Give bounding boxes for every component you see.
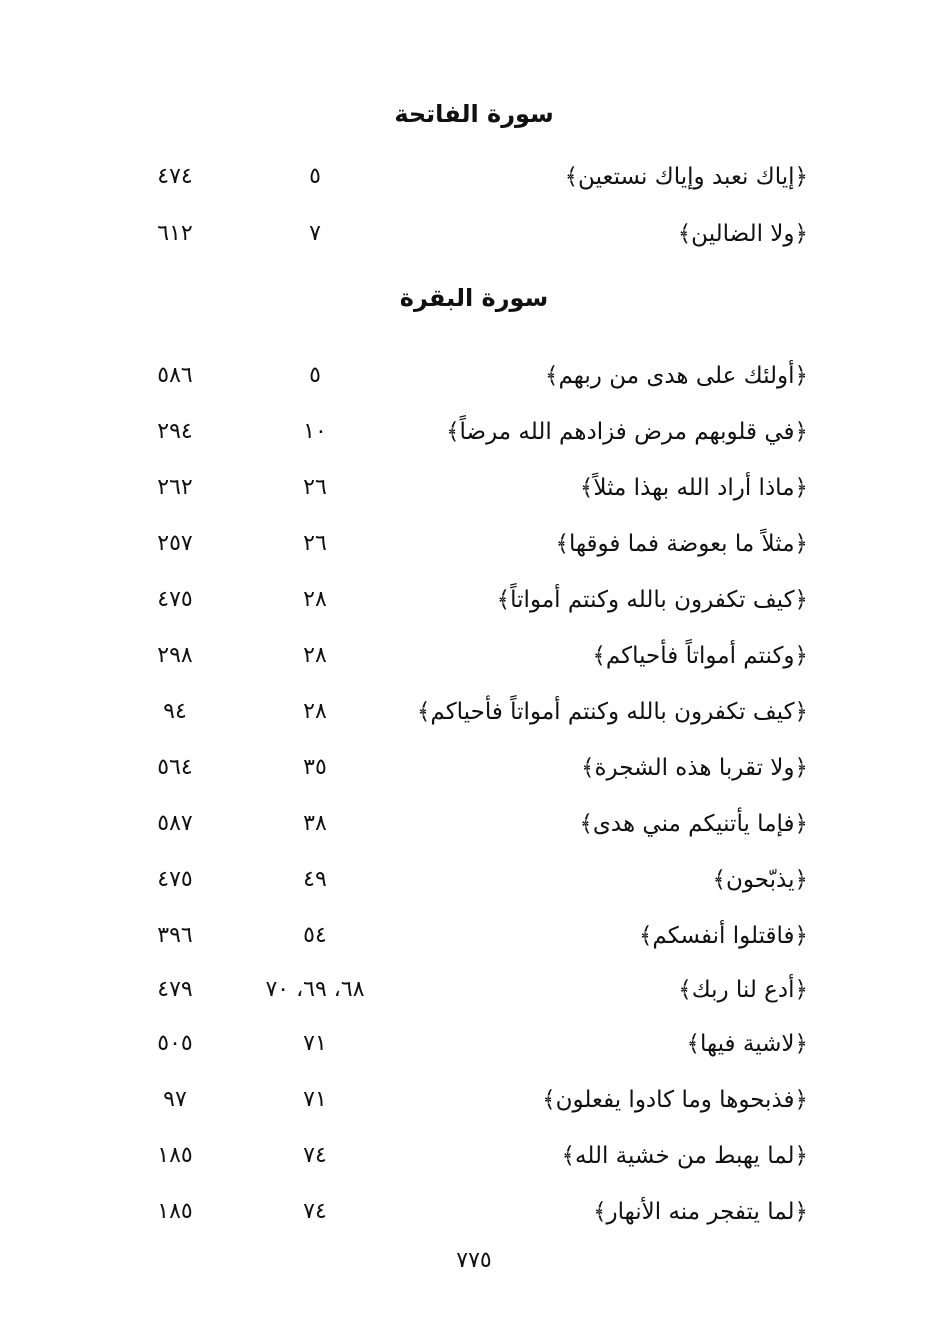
page-reference: ٤٧٩ xyxy=(157,977,193,1002)
page-reference: ١٨٥ xyxy=(157,1143,193,1168)
table-row xyxy=(0,212,948,256)
section-title-al-fatiha: سورة الفاتحة xyxy=(394,100,554,128)
verse-text: ﴿كيف تكفرون بالله وكنتم أمواتاً فأحياكم﴾ xyxy=(416,699,808,725)
page-reference: ٥٨٦ xyxy=(157,363,193,388)
ayah-number: ٣٥ xyxy=(303,755,327,780)
ayah-number: ٥٤ xyxy=(303,923,327,948)
ayah-number: ٧ xyxy=(309,221,321,246)
page-reference: ٥٠٥ xyxy=(157,1031,193,1056)
table-row xyxy=(0,522,948,566)
ayah-number: ٣٨ xyxy=(303,811,327,836)
page-reference: ٤٧٥ xyxy=(157,867,193,892)
table-row xyxy=(0,1190,948,1234)
table-row xyxy=(0,690,948,734)
ayah-number: ٥ xyxy=(309,164,321,189)
verse-text: ﴿لاشية فيها﴾ xyxy=(686,1031,808,1057)
page-number: ٧٧٥ xyxy=(456,1248,492,1273)
table-row xyxy=(0,968,948,1012)
verse-text: ﴿يذبّحون﴾ xyxy=(712,867,808,893)
verse-text: ﴿لما يتفجر منه الأنهار﴾ xyxy=(593,1199,808,1225)
verse-text: ﴿مثلاً ما بعوضة فما فوقها﴾ xyxy=(555,531,808,557)
table-row xyxy=(0,466,948,510)
ayah-number: ٧٤ xyxy=(303,1199,327,1224)
ayah-number: ١٠ xyxy=(303,419,327,444)
ayah-number: ٤٩ xyxy=(303,867,327,892)
section-title-al-baqara: سورة البقرة xyxy=(399,284,549,312)
ayah-number: ٢٨ xyxy=(303,643,327,668)
verse-text: ﴿إياك نعبد وإياك نستعين﴾ xyxy=(564,164,808,190)
ayah-number: ٢٨ xyxy=(303,699,327,724)
table-row xyxy=(0,578,948,622)
page-reference: ٥٦٤ xyxy=(157,755,193,780)
page-reference: ٢٩٤ xyxy=(157,419,193,444)
ayah-number: ٧١ xyxy=(303,1031,327,1056)
table-row xyxy=(0,155,948,199)
page-reference: ٢٦٢ xyxy=(157,475,193,500)
page-reference: ٩٧ xyxy=(163,1087,187,1112)
page-reference: ٥٨٧ xyxy=(157,811,193,836)
page-reference: ٤٧٥ xyxy=(157,587,193,612)
verse-text: ﴿ماذا أراد الله بهذا مثلاً﴾ xyxy=(579,475,808,501)
table-row xyxy=(0,1134,948,1178)
ayah-number: ٧٤ xyxy=(303,1143,327,1168)
page-reference: ٤٧٤ xyxy=(157,164,193,189)
page-reference: ٦١٢ xyxy=(157,221,193,246)
verse-text: ﴿ولا الضالين﴾ xyxy=(677,221,808,247)
page-reference: ٢٩٨ xyxy=(157,643,193,668)
table-row xyxy=(0,410,948,454)
verse-text: ﴿فإما يأتنيكم مني هدى﴾ xyxy=(579,811,808,837)
verse-text: ﴿كيف تكفرون بالله وكنتم أمواتاً﴾ xyxy=(496,587,808,613)
ayah-number: ٦٨، ٦٩، ٧٠ xyxy=(265,977,365,1002)
verse-text: ﴿في قلوبهم مرض فزادهم الله مرضاً﴾ xyxy=(446,419,808,445)
ayah-number: ٢٦ xyxy=(303,531,327,556)
table-row xyxy=(0,634,948,678)
verse-text: ﴿ولا تقربا هذه الشجرة﴾ xyxy=(580,755,808,781)
ayah-number: ٧١ xyxy=(303,1087,327,1112)
verse-text: ﴿وكنتم أمواتاً فأحياكم﴾ xyxy=(592,643,808,669)
ayah-number: ٢٨ xyxy=(303,587,327,612)
verse-text: ﴿أولئك على هدى من ربهم﴾ xyxy=(545,363,808,389)
verse-text: ﴿أدع لنا ربك﴾ xyxy=(678,977,808,1003)
table-row xyxy=(0,1078,948,1122)
ayah-number: ٥ xyxy=(309,363,321,388)
table-row xyxy=(0,746,948,790)
ayah-number: ٢٦ xyxy=(303,475,327,500)
page-reference: ١٨٥ xyxy=(157,1199,193,1224)
table-row xyxy=(0,354,948,398)
verse-text: ﴿فاقتلوا أنفسكم﴾ xyxy=(638,923,808,949)
verse-text: ﴿فذبحوها وما كادوا يفعلون﴾ xyxy=(542,1087,808,1113)
table-row xyxy=(0,858,948,902)
table-row xyxy=(0,1022,948,1066)
page-reference: ٢٥٧ xyxy=(157,531,193,556)
table-row xyxy=(0,802,948,846)
table-row xyxy=(0,914,948,958)
verse-text: ﴿لما يهبط من خشية الله﴾ xyxy=(561,1143,808,1169)
page-reference: ٣٩٦ xyxy=(157,923,193,948)
page-reference: ٩٤ xyxy=(163,699,187,724)
